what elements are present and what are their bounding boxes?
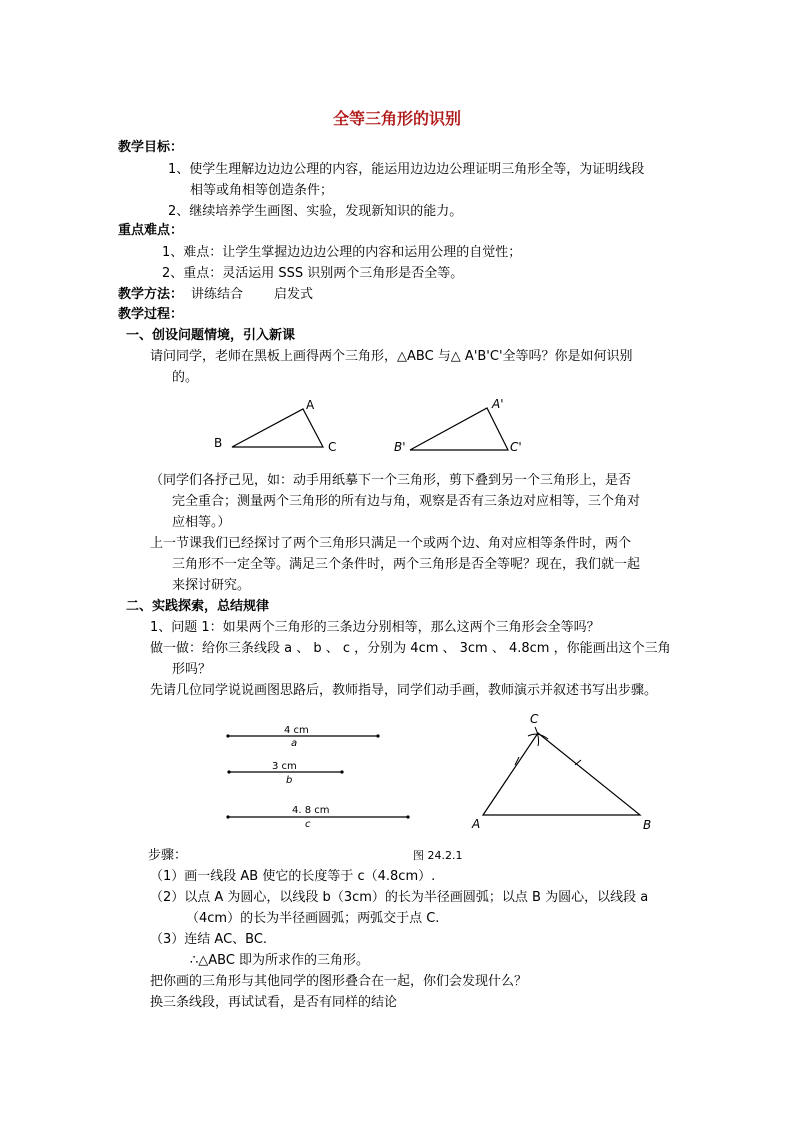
tick-bc <box>575 760 581 765</box>
section2-try-cont: 形吗？ <box>172 662 212 677</box>
segment-b-start <box>227 770 230 773</box>
segment-b-end <box>340 770 343 773</box>
label-a-prime: A' <box>492 397 504 411</box>
figure-caption: 图 24.2.1 <box>413 849 463 862</box>
section1-para1-line2: 完全重合；测量两个三角形的所有边与角，观察是否有三条边对应相等，三个角对 <box>172 494 641 509</box>
step-2: （2）以点 A 为圆心，以线段 b（3cm）的长为半径画圆弧；以点 B 为圆心，以线段 a <box>150 890 649 905</box>
method-value-2: 启发式 <box>274 287 314 302</box>
segment-a-name: a <box>291 738 298 749</box>
label-a: A <box>306 398 315 412</box>
segment-c-length: 4. 8 cm <box>292 805 330 816</box>
section2-problem: 1、问题 1：如果两个三角形的三条边分别相等，那么这两个三角形会全等吗？ <box>150 620 600 635</box>
segment-c-start <box>226 815 229 818</box>
tri-label-b: B <box>643 818 652 832</box>
construction-triangle <box>483 733 640 815</box>
section1-question-cont: 的。 <box>172 370 199 385</box>
section2-intro: 先请几位同学说说画图思路后，教师指导，同学们动手画，教师演示并叙述书写出步骤。 <box>150 683 658 698</box>
section1-para2-line2: 三角形不一定全等。满足三个条件时，两个三角形是否全等呢？现在，我们就一起 <box>172 557 641 572</box>
steps-label: 步骤： <box>148 848 188 863</box>
segment-a-start <box>226 734 229 737</box>
step-2-cont: （4cm）的长为半径画圆弧；两弧交于点 C. <box>186 911 440 926</box>
goal-item-2: 2、继续培养学生画图、实验，发现新知识的能力。 <box>168 204 463 219</box>
label-c: C <box>328 440 337 454</box>
goals-heading: 教学目标： <box>118 140 184 155</box>
method-value: 讲练结合 <box>191 287 244 302</box>
step-3: （3）连结 AC、BC. <box>150 932 268 947</box>
method-heading: 教学方法： <box>118 287 184 302</box>
ask-2: 换三条线段，再试试看，是否有同样的结论 <box>150 995 398 1010</box>
section1-heading: 一、创设问题情境，引入新课 <box>126 328 296 343</box>
segment-c-end <box>406 815 409 818</box>
segment-a-length: 4 cm <box>284 725 309 736</box>
segment-c-name: c <box>305 819 311 830</box>
section1-para2-line1: 上一节课我们已经探讨了两个三角形只满足一个或两个边、角对应相等条件时，两个 <box>150 536 632 551</box>
key-item-2: 2、重点：灵活运用 SSS 识别两个三角形是否全等。 <box>162 266 464 281</box>
tri-label-c: C <box>530 712 539 726</box>
section1-question: 请问同学，老师在黑板上画得两个三角形，△ABC 与△ A'B'C'全等吗？你是如何识别 <box>150 349 633 364</box>
section2-heading: 二、实践探索，总结规律 <box>126 599 270 614</box>
section1-para2-line3: 来探讨研究。 <box>172 578 251 593</box>
label-c-prime: C' <box>510 440 522 454</box>
process-heading: 教学过程： <box>118 307 184 322</box>
segment-b-length: 3 cm <box>272 761 297 772</box>
step-1: （1）画一线段 AB 使它的长度等于 c（4.8cm）. <box>150 869 436 884</box>
page-title: 全等三角形的识别 <box>332 109 461 128</box>
section2-try: 做一做：给你三条线段 a 、 b 、 c ，分别为 4cm 、 3cm 、 4.8cm ，你能画出这个三角 <box>150 641 671 656</box>
segment-a-end <box>376 734 379 737</box>
conclusion: ∴△ABC 即为所求作的三角形。 <box>190 953 370 968</box>
key-heading: 重点难点： <box>118 223 184 238</box>
section1-para1-line3: 应相等。） <box>172 515 231 530</box>
goal-item-1-cont: 相等或角相等创造条件； <box>190 183 334 198</box>
tri-label-a: A <box>472 817 481 831</box>
label-b-prime: B' <box>394 440 406 454</box>
section1-para1-line1: （同学们各抒己见，如：动手用纸摹下一个三角形，剪下叠到另一个三角形上，是否 <box>150 473 632 488</box>
goal-item-1: 1、使学生理解边边边公理的内容，能运用边边边公理证明三角形全等，为证明线段 <box>168 162 645 177</box>
segment-b-name: b <box>286 775 293 786</box>
key-item-1: 1、难点：让学生掌握边边边公理的内容和运用公理的自觉性； <box>162 245 522 260</box>
label-b: B <box>214 436 223 450</box>
ask-1: 把你画的三角形与其他同学的图形叠合在一起，你们会发现什么？ <box>150 974 528 989</box>
